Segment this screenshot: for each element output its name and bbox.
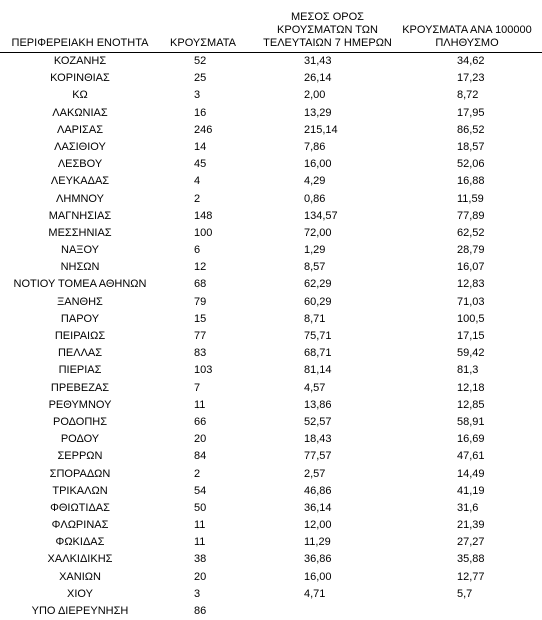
table-row: [0, 569, 542, 586]
table-row: [0, 414, 542, 431]
per100k-cell: 62,52: [457, 226, 485, 239]
cases-cell: 86: [194, 605, 207, 617]
avg7-cell: 215,14: [304, 123, 338, 136]
avg7-cell: 8,57: [304, 261, 326, 274]
per100k-cell: 35,88: [457, 553, 485, 566]
per100k-cell: 27,27: [457, 536, 485, 549]
region-cell: ΚΩ: [72, 89, 88, 102]
table-header: [0, 0, 542, 53]
per100k-cell: 28,79: [457, 244, 485, 257]
avg7-cell: 4,29: [304, 175, 326, 188]
per100k-cell: 21,39: [457, 519, 485, 532]
avg7-cell: 13,29: [304, 106, 332, 119]
region-cell: ΧΑΛΚΙΔΙΚΗΣ: [47, 553, 113, 566]
table-row: [0, 173, 542, 190]
table-row: [0, 70, 542, 87]
cases-cell: 100: [194, 226, 213, 239]
region-cell: ΡΕΘΥΜΝΟΥ: [48, 398, 112, 411]
per100k-cell: 47,61: [457, 450, 485, 463]
avg7-cell: 16,00: [304, 158, 332, 171]
table-row: [0, 208, 542, 225]
region-cell: ΚΟΡΙΝΘΙΑΣ: [50, 72, 110, 85]
table-row: [0, 259, 542, 276]
per100k-cell: 8,72: [457, 89, 479, 102]
table-row: [0, 517, 542, 534]
table-row: [0, 603, 542, 620]
region-cell: ΧΙΟΥ: [67, 587, 93, 600]
per100k-cell: 17,23: [457, 72, 485, 85]
region-cell: ΠΕΙΡΑΙΩΣ: [54, 330, 106, 342]
header-7day-average: ΜΕΣΟΣ ΟΡΟΣ ΚΡΟΥΣΜΑΤΩΝ ΤΩΝ ΤΕΛΕΥΤΑΙΩΝ 7 ΗΜΕΡΩΝ: [263, 11, 392, 49]
cases-cell: 20: [194, 570, 207, 583]
table-row: [0, 534, 542, 551]
cases-cell: 103: [194, 364, 213, 377]
cases-cell: 66: [194, 415, 207, 428]
avg7-cell: 77,57: [304, 450, 332, 463]
cases-cell: 11: [194, 519, 206, 532]
table-row: [0, 122, 542, 139]
region-cell: ΛΑΡΙΣΑΣ: [56, 123, 103, 136]
table-row: [0, 87, 542, 104]
cases-cell: 2: [194, 467, 201, 480]
avg7-cell: 36,86: [304, 553, 332, 566]
header-region: ΠΕΡΙΦΕΡΕΙΑΚΗ ΕΝΟΤΗΤΑ: [11, 37, 149, 49]
avg7-cell: 81,14: [304, 364, 332, 377]
table-row: [0, 276, 542, 293]
per100k-cell: 17,15: [457, 330, 485, 342]
avg7-cell: 60,29: [304, 295, 332, 308]
avg7-cell: 4,57: [304, 381, 326, 394]
table-row: [0, 345, 542, 362]
per100k-cell: 18,57: [457, 140, 485, 153]
cases-cell: 79: [194, 295, 207, 308]
cases-cell: 15: [194, 312, 207, 325]
per100k-cell: 17,95: [457, 106, 485, 119]
header-cases-per-100000: ΚΡΟΥΣΜΑΤΑ ΑΝΑ 100000 ΠΛΗΘΥΣΜΟ: [402, 24, 532, 49]
avg7-cell: 46,86: [304, 484, 332, 497]
per100k-cell: 77,89: [457, 209, 485, 222]
per100k-cell: 12,83: [457, 278, 485, 291]
avg7-cell: 11,29: [304, 536, 331, 549]
avg7-cell: 2,57: [304, 467, 326, 480]
region-cell: ΛΕΣΒΟΥ: [57, 158, 103, 171]
avg7-cell: 2,00: [304, 89, 326, 102]
cases-cell: 45: [194, 158, 207, 171]
cases-cell: 83: [194, 347, 207, 360]
cases-cell: 148: [194, 209, 213, 222]
table-row: [0, 448, 542, 465]
region-cell: ΠΑΡΟΥ: [60, 312, 100, 325]
per100k-cell: 58,91: [457, 415, 485, 428]
per100k-cell: 41,19: [457, 484, 485, 497]
table-row: [0, 242, 542, 259]
region-cell: ΛΕΥΚΑΔΑΣ: [50, 175, 110, 188]
region-cell: ΚΟΖΑΝΗΣ: [53, 55, 107, 67]
table-row: [0, 225, 542, 242]
avg7-cell: 13,86: [304, 398, 332, 411]
cases-cell: 54: [194, 484, 207, 497]
avg7-cell: 62,29: [304, 278, 332, 291]
table-row: [0, 551, 542, 568]
table-row: [0, 105, 542, 122]
cases-cell: 7: [194, 381, 201, 394]
region-cell: ΥΠΟ ΔΙΕΡΕΥΝΗΣΗ: [31, 605, 129, 617]
per100k-cell: 86,52: [457, 123, 485, 136]
per100k-cell: 16,69: [457, 433, 485, 446]
avg7-cell: 18,43: [304, 433, 332, 446]
region-cell: ΛΗΜΝΟΥ: [56, 192, 104, 205]
header-cases: ΚΡΟΥΣΜΑΤΑ: [170, 37, 236, 49]
cases-cell: 2: [194, 192, 201, 205]
avg7-cell: 134,57: [304, 209, 338, 222]
table-row: [0, 139, 542, 156]
table-row: [0, 586, 542, 603]
cases-cell: 3: [194, 587, 201, 600]
cases-cell: 50: [194, 501, 207, 514]
table-row: [0, 362, 542, 379]
avg7-cell: 52,57: [304, 415, 332, 428]
region-cell: ΜΑΓΝΗΣΙΑΣ: [48, 209, 112, 222]
region-cell: ΤΡΙΚΑΛΩΝ: [52, 484, 108, 497]
cases-cell: 4: [194, 175, 201, 188]
avg7-cell: 75,71: [304, 330, 332, 342]
cases-cell: 246: [194, 123, 213, 136]
table-row: [0, 397, 542, 414]
region-cell: ΝΑΞΟΥ: [61, 244, 99, 257]
per100k-cell: 12,85: [457, 398, 485, 411]
per100k-cell: 52,06: [457, 158, 485, 171]
avg7-cell: 12,00: [304, 519, 332, 532]
avg7-cell: 72,00: [304, 226, 332, 239]
avg7-cell: 31,43: [304, 55, 332, 67]
per100k-cell: 100,5: [457, 312, 485, 325]
region-cell: ΣΠΟΡΑΔΩΝ: [49, 467, 111, 480]
cases-cell: 11: [194, 536, 206, 549]
region-cell: ΛΑΚΩΝΙΑΣ: [52, 106, 108, 119]
table-row: [0, 466, 542, 483]
per100k-cell: 14,49: [457, 467, 485, 480]
per100k-cell: 59,42: [457, 347, 485, 360]
per100k-cell: 71,03: [457, 295, 485, 308]
cases-cell: 77: [194, 330, 207, 342]
region-cell: ΦΩΚΙΔΑΣ: [55, 536, 105, 549]
region-cell: ΠΙΕΡΙΑΣ: [58, 364, 102, 377]
region-cell: ΧΑΝΙΩΝ: [59, 570, 101, 583]
avg7-cell: 68,71: [304, 347, 332, 360]
cases-cell: 14: [194, 140, 207, 153]
table-row: [0, 311, 542, 328]
table-row: [0, 191, 542, 208]
per100k-cell: 16,07: [457, 261, 485, 274]
cases-cell: 6: [194, 244, 201, 257]
avg7-cell: 26,14: [304, 72, 332, 85]
region-cell: ΠΕΛΛΑΣ: [57, 347, 103, 360]
cases-cell: 16: [194, 106, 207, 119]
cases-cell: 12: [194, 261, 207, 274]
region-cell: ΜΕΣΣΗΝΙΑΣ: [48, 226, 112, 239]
region-cell: ΦΘΙΩΤΙΔΑΣ: [50, 501, 110, 514]
table-row: [0, 431, 542, 448]
table-row: [0, 156, 542, 173]
region-cell: ΣΕΡΡΩΝ: [57, 450, 103, 463]
cases-cell: 38: [194, 553, 207, 566]
per100k-cell: 34,62: [457, 55, 485, 67]
table-row: [0, 380, 542, 397]
region-cell: ΠΡΕΒΕΖΑΣ: [50, 381, 110, 394]
avg7-cell: 4,71: [304, 587, 326, 600]
avg7-cell: 0,86: [304, 192, 326, 205]
table-row: [0, 483, 542, 500]
avg7-cell: 8,71: [304, 312, 326, 325]
region-cell: ΛΑΣΙΘΙΟΥ: [54, 140, 106, 153]
avg7-cell: 16,00: [304, 570, 332, 583]
per100k-cell: 81,3: [457, 364, 479, 377]
per100k-cell: 5,7: [457, 587, 473, 600]
table-body: [0, 53, 542, 620]
avg7-cell: 7,86: [304, 140, 326, 153]
cases-cell: 68: [194, 278, 207, 291]
region-cell: ΝΗΣΩΝ: [60, 261, 100, 274]
per100k-cell: 31,6: [457, 501, 479, 514]
region-cell: ΞΑΝΘΗΣ: [57, 295, 103, 308]
cases-cell: 84: [194, 450, 207, 463]
per100k-cell: 11,59: [457, 192, 484, 205]
per100k-cell: 12,18: [457, 381, 485, 394]
avg7-cell: 36,14: [304, 501, 332, 514]
region-cell: ΝΟΤΙΟΥ ΤΟΜΕΑ ΑΘΗΝΩΝ: [13, 278, 147, 291]
table-row: [0, 53, 542, 70]
cases-cell: 52: [194, 55, 207, 67]
avg7-cell: 1,29: [304, 244, 326, 257]
table-row: [0, 328, 542, 345]
region-cell: ΦΛΩΡΙΝΑΣ: [51, 519, 109, 532]
table-row: [0, 294, 542, 311]
per100k-cell: 16,88: [457, 175, 485, 188]
per100k-cell: 12,77: [457, 570, 485, 583]
cases-cell: 11: [194, 398, 206, 411]
table-row: [0, 500, 542, 517]
cases-cell: 3: [194, 89, 201, 102]
region-cell: ΡΟΔΟΥ: [60, 433, 100, 446]
cases-cell: 20: [194, 433, 207, 446]
cases-cell: 25: [194, 72, 207, 85]
region-cell: ΡΟΔΟΠΗΣ: [52, 415, 108, 428]
